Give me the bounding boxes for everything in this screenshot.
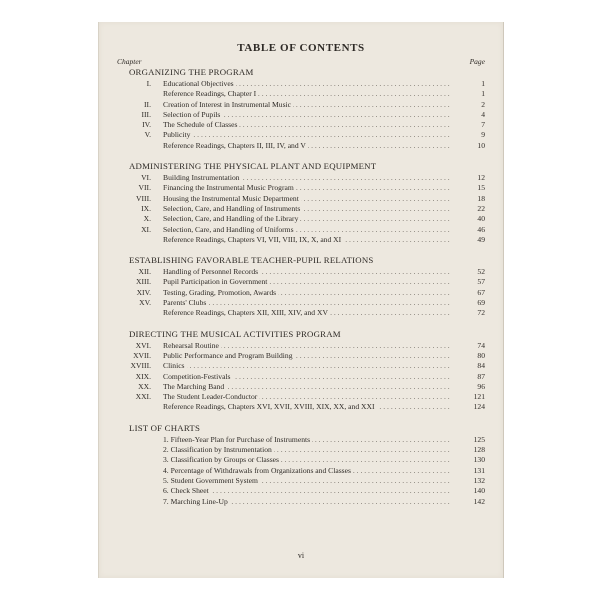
toc-entry bbox=[99, 288, 503, 298]
chapter-number: X. bbox=[143, 214, 151, 224]
entry-page-number: 124 bbox=[473, 402, 485, 412]
toc-entry bbox=[99, 277, 503, 287]
chapter-number: XII. bbox=[138, 267, 151, 277]
entry-title: Selection, Care, and Handling of the Library bbox=[163, 214, 299, 224]
toc-entry bbox=[99, 183, 503, 193]
entry-page-number: 15 bbox=[477, 183, 485, 193]
toc-entry bbox=[99, 141, 503, 151]
toc-entry bbox=[99, 173, 503, 183]
entry-title-leader bbox=[163, 130, 463, 140]
entry-title-leader bbox=[163, 173, 463, 183]
entry-title-leader bbox=[163, 298, 463, 308]
toc-entry bbox=[99, 445, 503, 455]
chapter-number: XXI. bbox=[135, 392, 151, 402]
entry-page-number: 96 bbox=[477, 381, 485, 391]
chapter-number: XVI. bbox=[135, 340, 151, 350]
toc-entry bbox=[99, 435, 503, 445]
entry-page-number: 130 bbox=[473, 455, 485, 465]
toc-entry bbox=[99, 100, 503, 110]
chapter-number: III. bbox=[141, 109, 151, 119]
entry-title: The Schedule of Classes bbox=[163, 120, 238, 130]
chapter-column-header: Chapter bbox=[117, 57, 142, 66]
section-heading: DIRECTING THE MUSICAL ACTIVITIES PROGRAM bbox=[129, 328, 341, 339]
entry-page-number: 22 bbox=[477, 203, 485, 213]
toc-entry bbox=[99, 372, 503, 382]
toc-entry bbox=[99, 402, 503, 412]
toc-entry bbox=[99, 214, 503, 224]
entry-page-number: 132 bbox=[473, 475, 485, 485]
entry-title-leader bbox=[163, 382, 463, 392]
chapter-number: XIX. bbox=[135, 371, 151, 381]
chapter-number: XV. bbox=[139, 298, 151, 308]
chapter-number: V. bbox=[144, 130, 151, 140]
toc-entry bbox=[99, 351, 503, 361]
toc-entry bbox=[99, 235, 503, 245]
chapter-number: II. bbox=[144, 99, 151, 109]
entry-title-leader bbox=[163, 100, 463, 110]
entry-page-number: 125 bbox=[473, 434, 485, 444]
entry-title: Selection, Care, and Handling of Uniforms bbox=[163, 224, 294, 234]
entry-title-leader bbox=[163, 79, 463, 89]
entry-title-leader bbox=[163, 183, 463, 193]
chapter-number: VII. bbox=[138, 183, 151, 193]
entry-title: Reference Readings, Chapters II, III, IV, and V bbox=[163, 140, 306, 150]
toc-entry bbox=[99, 466, 503, 476]
entry-title: Publicity bbox=[163, 130, 191, 140]
page-column-header: Page bbox=[469, 57, 485, 66]
toc-entry bbox=[99, 497, 503, 507]
entry-title: The Student Leader-Conductor bbox=[163, 392, 258, 402]
entry-title-leader bbox=[163, 267, 463, 277]
entry-title: Rehearsal Routine bbox=[163, 340, 219, 350]
entry-page-number: 57 bbox=[477, 277, 485, 287]
toc-entry bbox=[99, 130, 503, 140]
toc-entry bbox=[99, 89, 503, 99]
chapter-number: I. bbox=[146, 79, 151, 88]
entry-title-leader bbox=[163, 445, 463, 455]
entry-title-leader bbox=[163, 402, 463, 412]
toc-entry bbox=[99, 120, 503, 130]
entry-page-number: 10 bbox=[477, 140, 485, 150]
entry-page-number: 49 bbox=[477, 234, 485, 244]
chapter-number: XVII. bbox=[133, 350, 151, 360]
toc-entry bbox=[99, 79, 503, 89]
section-heading: ESTABLISHING FAVORABLE TEACHER-PUPIL RELATIONS bbox=[129, 255, 374, 266]
entry-title-leader bbox=[163, 351, 463, 361]
entry-page-number: 40 bbox=[477, 214, 485, 224]
entry-page-number: 69 bbox=[477, 298, 485, 308]
entry-title-leader bbox=[163, 341, 463, 351]
entry-title-leader bbox=[163, 214, 463, 224]
chapter-number: XI. bbox=[141, 224, 151, 234]
entry-title-leader bbox=[163, 486, 463, 496]
toc-entry bbox=[99, 382, 503, 392]
page-number: vi bbox=[297, 551, 305, 560]
entry-title: Reference Readings, Chapters XII, XIII, XIV, and XV bbox=[163, 308, 328, 318]
chapter-number: IV. bbox=[142, 120, 151, 130]
entry-title: Testing, Grading, Promotion, Awards bbox=[163, 287, 277, 297]
entry-page-number: 84 bbox=[477, 361, 485, 371]
entry-title: Creation of Interest in Instrumental Music bbox=[163, 99, 292, 109]
entry-page-number: 131 bbox=[473, 465, 485, 475]
toc-entry bbox=[99, 476, 503, 486]
entry-title: Selection of Pupils bbox=[163, 109, 221, 119]
chapter-number: XVIII. bbox=[130, 361, 151, 371]
entry-page-number: 67 bbox=[477, 287, 485, 297]
toc-entry bbox=[99, 204, 503, 214]
entry-title: Reference Readings, Chapter I bbox=[163, 89, 257, 99]
entry-title: Public Performance and Program Building bbox=[163, 350, 293, 360]
toc-entry bbox=[99, 225, 503, 235]
toc-entry bbox=[99, 110, 503, 120]
entry-title-leader bbox=[163, 372, 463, 382]
section-heading: LIST OF CHARTS bbox=[129, 422, 201, 433]
section-heading: ADMINISTERING THE PHYSICAL PLANT AND EQUIPMENT bbox=[129, 161, 377, 172]
entry-page-number: 1 bbox=[481, 79, 485, 88]
entry-page-number: 72 bbox=[477, 308, 485, 318]
toc-entry bbox=[99, 455, 503, 465]
entry-title: 1. Fifteen-Year Plan for Purchase of Instruments bbox=[163, 434, 311, 444]
entry-title: Parents' Clubs bbox=[163, 298, 207, 308]
chapter-number: VI. bbox=[141, 173, 151, 183]
entry-title: Building Instrumentation bbox=[163, 173, 240, 183]
entry-title-leader bbox=[163, 235, 463, 245]
toc-entry bbox=[99, 341, 503, 351]
entry-title-leader bbox=[163, 455, 463, 465]
entry-title-leader bbox=[163, 141, 463, 151]
entry-page-number: 52 bbox=[477, 267, 485, 277]
entry-title: The Marching Band bbox=[163, 381, 225, 391]
entry-page-number: 128 bbox=[473, 445, 485, 455]
entry-title: Clinics bbox=[163, 361, 185, 371]
toc-entry bbox=[99, 308, 503, 318]
entry-page-number: 7 bbox=[481, 120, 485, 130]
entry-title-leader bbox=[163, 392, 463, 402]
toc-body bbox=[99, 66, 503, 507]
entry-title: Pupil Participation in Government bbox=[163, 277, 268, 287]
entry-title-leader bbox=[163, 361, 463, 371]
entry-page-number: 18 bbox=[477, 193, 485, 203]
entry-page-number: 140 bbox=[473, 486, 485, 496]
entry-title-leader bbox=[163, 476, 463, 486]
entry-page-number: 12 bbox=[477, 173, 485, 183]
entry-title-leader bbox=[163, 497, 463, 507]
entry-title: Handling of Personnel Records bbox=[163, 267, 259, 277]
entry-page-number: 1 bbox=[481, 89, 485, 99]
entry-title: Financing the Instrumental Music Program bbox=[163, 183, 294, 193]
entry-page-number: 74 bbox=[477, 340, 485, 350]
entry-title: Reference Readings, Chapters XVI, XVII, XVIII, XIX, XX, and XXI bbox=[163, 402, 375, 412]
entry-title: 3. Classification by Groups or Classes bbox=[163, 455, 280, 465]
entry-title: Selection, Care, and Handling of Instruments bbox=[163, 203, 301, 213]
entry-page-number: 46 bbox=[477, 224, 485, 234]
entry-title: 6. Check Sheet bbox=[163, 486, 209, 496]
entry-title-leader bbox=[163, 308, 463, 318]
entry-page-number: 9 bbox=[481, 130, 485, 140]
entry-title-leader bbox=[163, 277, 463, 287]
chapter-number: XX. bbox=[138, 381, 151, 391]
entry-title: Reference Readings, Chapters VI, VII, VIII, IX, X, and XI bbox=[163, 234, 342, 244]
chapter-number: XIII. bbox=[136, 277, 151, 287]
entry-title-leader bbox=[163, 435, 463, 445]
toc-entry bbox=[99, 486, 503, 496]
entry-title-leader bbox=[163, 204, 463, 214]
entry-title-leader bbox=[163, 120, 463, 130]
entry-title: 4. Percentage of Withdrawals from Organizations and Classes bbox=[163, 465, 351, 475]
entry-page-number: 142 bbox=[473, 496, 485, 506]
entry-title: Competition-Festivals bbox=[163, 371, 231, 381]
book-page bbox=[98, 22, 504, 578]
entry-title-leader bbox=[163, 194, 463, 204]
entry-title-leader bbox=[163, 466, 463, 476]
toc-entry bbox=[99, 267, 503, 277]
section-heading: ORGANIZING THE PROGRAM bbox=[129, 67, 254, 77]
entry-title: 5. Student Government System bbox=[163, 475, 258, 485]
entry-title-leader bbox=[163, 110, 463, 120]
entry-page-number: 2 bbox=[481, 99, 485, 109]
chapter-number: XIV. bbox=[136, 287, 151, 297]
entry-title-leader bbox=[163, 89, 463, 99]
toc-entry bbox=[99, 392, 503, 402]
entry-page-number: 80 bbox=[477, 350, 485, 360]
toc-entry bbox=[99, 361, 503, 371]
entry-page-number: 87 bbox=[477, 371, 485, 381]
entry-page-number: 121 bbox=[473, 392, 485, 402]
entry-title: Housing the Instrumental Music Department bbox=[163, 193, 299, 203]
toc-entry bbox=[99, 298, 503, 308]
entry-title-leader bbox=[163, 225, 463, 235]
page-title: TABLE OF CONTENTS bbox=[237, 42, 365, 54]
entry-title: Educational Objectives bbox=[163, 79, 234, 88]
entry-page-number: 4 bbox=[481, 109, 485, 119]
entry-title: 7. Marching Line-Up bbox=[163, 496, 228, 506]
chapter-number: IX. bbox=[141, 203, 151, 213]
entry-title-leader bbox=[163, 288, 463, 298]
chapter-number: VIII. bbox=[136, 193, 151, 203]
toc-entry bbox=[99, 194, 503, 204]
entry-title: 2. Classification by Instrumentation bbox=[163, 445, 272, 455]
